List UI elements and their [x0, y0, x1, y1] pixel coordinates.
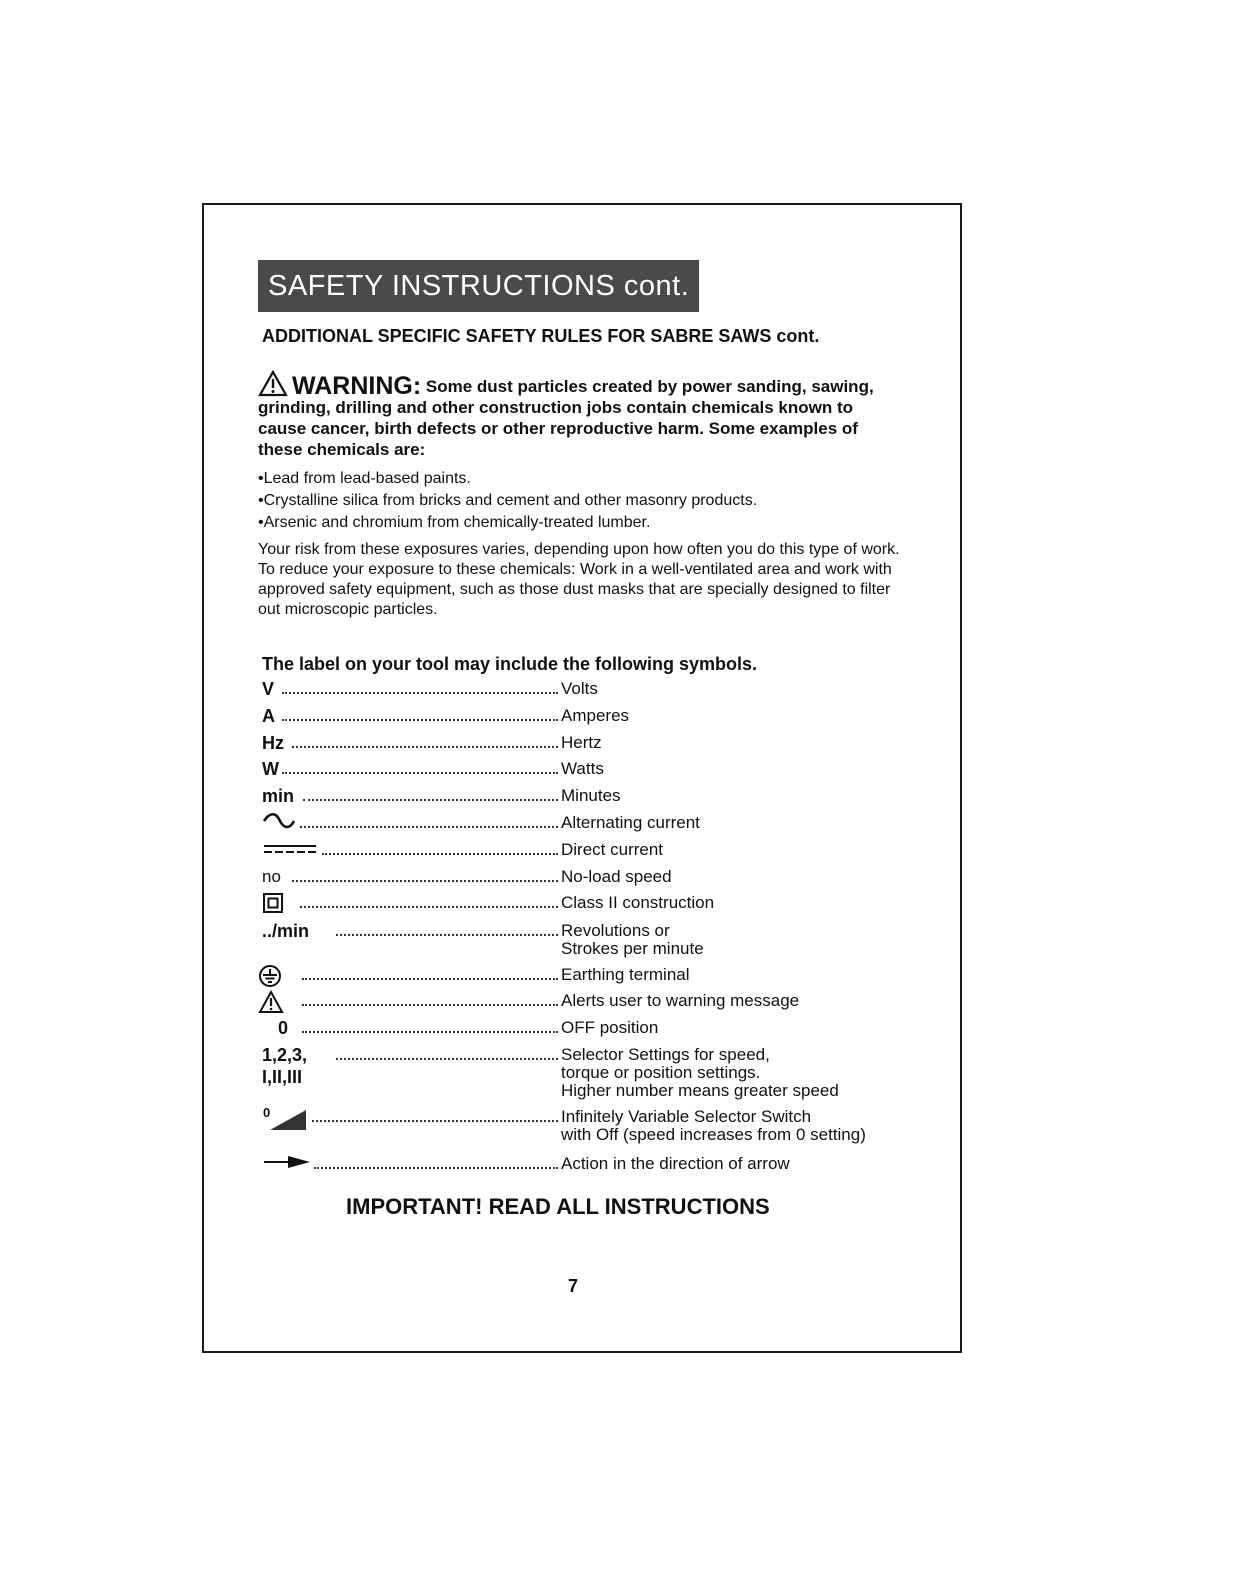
- symbol-meaning: Watts: [561, 759, 604, 778]
- symbol-row: [262, 705, 902, 731]
- symbol-meaning: Minutes: [561, 786, 621, 805]
- symbol-row: [262, 812, 902, 838]
- direct-current-icon: [262, 839, 318, 864]
- earthing-terminal-icon: [258, 964, 282, 993]
- dot-leader: [312, 1120, 558, 1122]
- dot-leader: [302, 1031, 558, 1033]
- symbol-meaning: OFF position: [561, 1018, 659, 1037]
- symbol-text: 1,2,3, I,II,III: [262, 1045, 308, 1087]
- symbol-row: [262, 964, 902, 990]
- symbol-row: [262, 866, 902, 892]
- symbol-row: [262, 1044, 902, 1100]
- symbol-text: 0: [278, 1018, 289, 1038]
- symbol-meaning: Volts: [561, 679, 598, 698]
- dot-leader: [336, 1058, 558, 1060]
- arrow-right-icon: [262, 1153, 312, 1175]
- symbol-meaning: Revolutions or Strokes per minute: [561, 921, 704, 958]
- symbol-row: [262, 758, 902, 784]
- symbol-row: [262, 785, 902, 811]
- symbol-row: [262, 1106, 902, 1144]
- symbol-text: no: [262, 867, 281, 886]
- symbol-text: V: [262, 679, 275, 699]
- symbols-heading: The label on your tool may include the following symbols.: [262, 654, 758, 674]
- symbol-meaning: Hertz: [561, 733, 602, 752]
- dot-leader: [336, 934, 558, 936]
- symbol-row: [262, 990, 902, 1016]
- dot-leader: [303, 799, 558, 801]
- important-notice: IMPORTANT! READ ALL INSTRUCTIONS: [346, 1194, 770, 1219]
- dot-leader: [282, 719, 558, 721]
- symbol-meaning: Direct current: [561, 840, 664, 859]
- dot-leader: [314, 1167, 558, 1169]
- list-item: • Lead from lead-based paints.: [258, 468, 757, 490]
- symbol-meaning: Amperes: [561, 706, 630, 725]
- exposure-paragraph: Your risk from these exposures varies, depending upon how often you do this type of work. To reduce your exposure to these chemicals: Work in a well-ventilated area and work with approved safety equipment, such as those dust masks that are specially designed to filter out microscopic particles.: [258, 541, 900, 618]
- symbol-meaning: Infinitely Variable Selector Switch with Off (speed increases from 0 setting): [561, 1107, 866, 1144]
- class-ii-construction-icon: [262, 892, 284, 919]
- symbol-meaning: Action in the direction of arrow: [561, 1154, 790, 1173]
- dot-leader: [292, 880, 558, 882]
- symbol-meaning: Class II construction: [561, 893, 715, 912]
- warning-triangle-icon: [258, 370, 288, 397]
- symbol-row: [262, 1153, 902, 1179]
- symbol-text: W: [262, 759, 279, 779]
- symbol-row: [262, 678, 902, 704]
- symbol-meaning: Alternating current: [561, 813, 700, 832]
- warning-text: Some dust particles created by power sanding, sawing, grinding, drilling and other construction jobs contain chemicals known to cause cancer, birth defects or other reproductive harm. Some examples of these chemicals are:: [258, 377, 874, 459]
- symbol-text: Hz: [262, 733, 284, 753]
- symbol-meaning: Earthing terminal: [561, 965, 690, 984]
- dot-leader: [302, 978, 558, 980]
- symbol-row: [262, 1017, 902, 1043]
- warning-triangle-icon: [258, 990, 284, 1019]
- dot-leader: [282, 692, 558, 694]
- alternating-current-icon: [262, 812, 296, 837]
- warning-block: [258, 370, 898, 460]
- list-item: • Arsenic and chromium from chemically-treated lumber.: [258, 512, 757, 534]
- dot-leader: [322, 853, 558, 855]
- symbol-meaning: Alerts user to warning message: [561, 991, 800, 1010]
- svg-text:0: 0: [263, 1106, 271, 1120]
- dot-leader: [302, 1004, 558, 1006]
- variable-speed-icon: [262, 1106, 308, 1137]
- symbol-text: A: [262, 706, 275, 726]
- list-item: • Crystalline silica from bricks and cement and other masonry products.: [258, 490, 757, 512]
- symbol-row: [262, 732, 902, 758]
- sabre-saw-rules-heading: ADDITIONAL SPECIFIC SAFETY RULES FOR SABRE SAWS cont.: [262, 326, 820, 346]
- chemical-list: [258, 468, 757, 534]
- warning-label: WARNING:: [292, 372, 422, 400]
- section-banner: SAFETY INSTRUCTIONS cont.: [258, 260, 699, 312]
- symbol-row: [262, 892, 902, 918]
- symbol-row: [262, 839, 902, 865]
- symbol-row: [262, 920, 902, 958]
- symbol-meaning: Selector Settings for speed, torque or position settings. Higher number means greater speed: [561, 1045, 839, 1100]
- page-number: 7: [568, 1276, 579, 1296]
- dot-leader: [300, 826, 558, 828]
- symbol-meaning: No-load speed: [561, 867, 672, 886]
- dot-leader: [300, 906, 558, 908]
- symbol-text: ../min: [262, 921, 310, 941]
- dot-leader: [282, 772, 558, 774]
- symbol-text: min: [262, 786, 295, 806]
- dot-leader: [292, 746, 558, 748]
